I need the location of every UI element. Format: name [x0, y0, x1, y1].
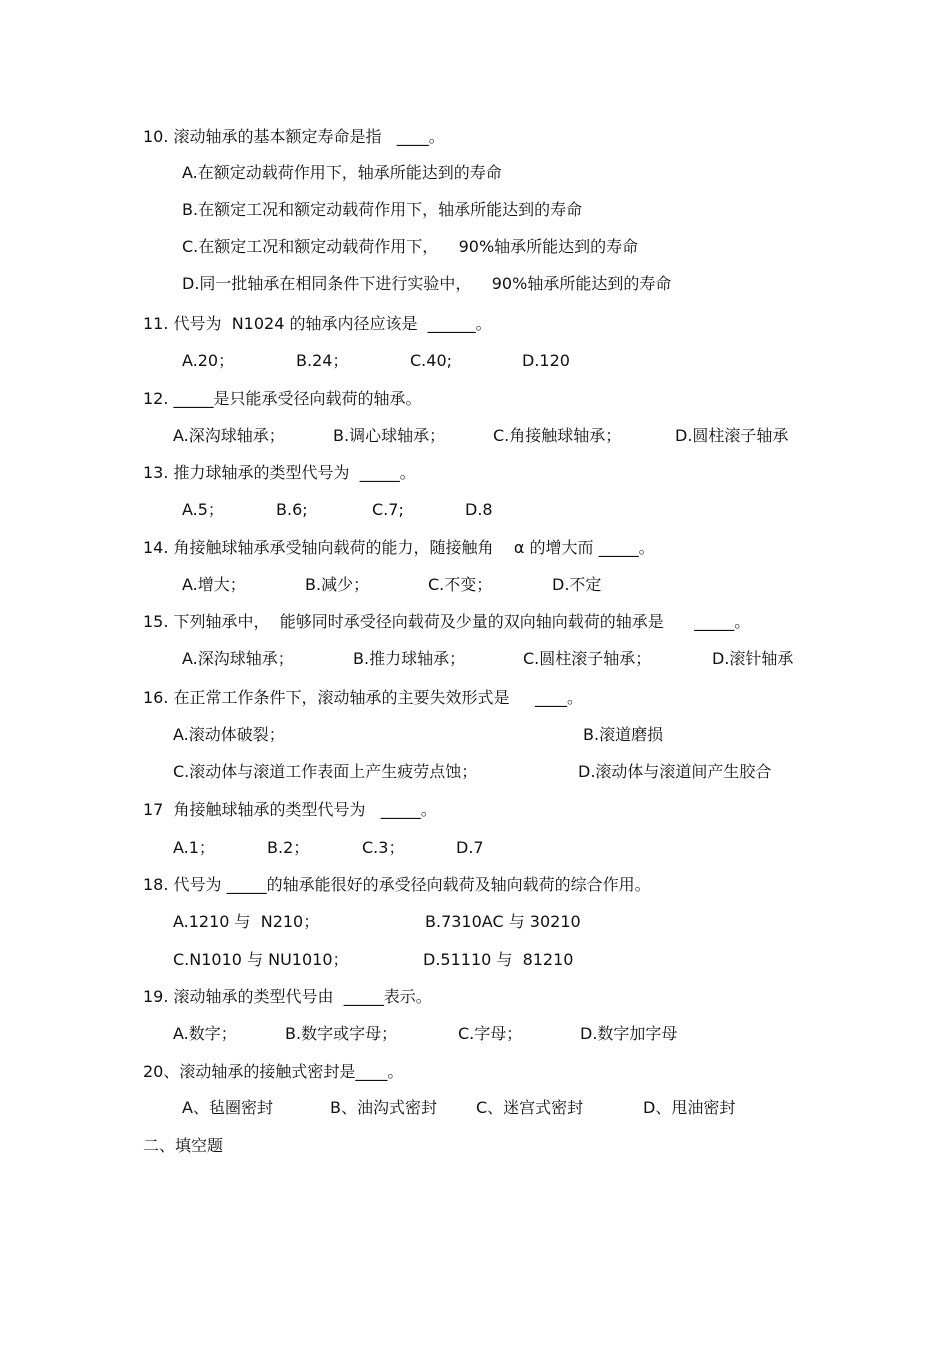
question-20-option-c: C、迷宫式密封 — [476, 1098, 584, 1117]
question-10-option-c: C.在额定工况和额定动载荷作用下， 90%轴承所能达到的寿命 — [182, 237, 639, 256]
question-20-option-a: A、毡圈密封 — [182, 1098, 273, 1117]
question-13-option-c: C.7; — [372, 500, 404, 519]
question-15-option-b: B.推力球轴承； — [353, 649, 466, 668]
question-17-option-d: D.7 — [456, 838, 484, 857]
question-11-option-c: C.40; — [410, 351, 453, 370]
question-20-option-b: B、油沟式密封 — [330, 1098, 437, 1117]
question-19-stem: 19. 滚动轴承的类型代号由 _____表示。 — [143, 987, 432, 1006]
question-17-option-a: A.1； — [173, 838, 215, 857]
question-19-option-a: A.数字； — [173, 1024, 237, 1043]
question-11-option-d: D.120 — [522, 351, 570, 370]
question-14-option-c: C.不变； — [428, 575, 493, 594]
question-18-option-a: A.1210 与 N210； — [173, 912, 320, 931]
question-17-stem: 17 角接触球轴承的类型代号为 _____。 — [143, 800, 437, 819]
question-16-option-c: C.滚动体与滚道工作表面上产生疲劳点蚀； — [173, 762, 478, 781]
question-13-option-b: B.6; — [276, 500, 308, 519]
question-16-stem: 16. 在正常工作条件下，滚动轴承的主要失效形式是 ____。 — [143, 688, 583, 707]
question-14-stem: 14. 角接触球轴承承受轴向载荷的能力，随接触角 α 的增大而 _____。 — [143, 538, 655, 557]
section-heading: 二、填空题 — [143, 1136, 224, 1155]
question-12-option-a: A.深沟球轴承； — [173, 426, 285, 445]
question-15-option-d: D.滚针轴承 — [712, 649, 794, 668]
question-14-option-a: A.增大； — [182, 575, 246, 594]
question-18-stem: 18. 代号为 _____的轴承能很好的承受径向载荷及轴向载荷的综合作用。 — [143, 875, 651, 894]
question-18-option-d: D.51110 与 81210 — [423, 950, 574, 969]
question-10-option-b: B.在额定工况和额定动载荷作用下，轴承所能达到的寿命 — [182, 200, 583, 219]
question-14-option-b: B.减少； — [305, 575, 370, 594]
question-15-option-a: A.深沟球轴承； — [182, 649, 294, 668]
question-15-stem: 15. 下列轴承中， 能够同时承受径向载荷及少量的双向轴向载荷的轴承是 _____。 — [143, 612, 751, 631]
question-18-option-b: B.7310AC 与 30210 — [425, 912, 581, 931]
question-14-option-d: D.不定 — [552, 575, 602, 594]
question-16-option-a: A.滚动体破裂； — [173, 725, 285, 744]
question-17-option-c: C.3； — [362, 838, 405, 857]
question-17-option-b: B.2； — [267, 838, 310, 857]
question-13-stem: 13. 推力球轴承的类型代号为 _____。 — [143, 463, 416, 482]
question-19-option-d: D.数字加字母 — [580, 1024, 678, 1043]
question-11-option-b: B.24； — [296, 351, 349, 370]
question-15-option-c: C.圆柱滚子轴承； — [523, 649, 652, 668]
question-10-stem: 10. 滚动轴承的基本额定寿命是指 ____。 — [143, 127, 445, 146]
question-19-option-b: B.数字或字母； — [285, 1024, 398, 1043]
question-11-option-a: A.20； — [182, 351, 235, 370]
question-10-option-a: A.在额定动载荷作用下，轴承所能达到的寿命 — [182, 163, 502, 182]
question-12-option-c: C.角接触球轴承； — [493, 426, 622, 445]
question-20-option-d: D、甩油密封 — [643, 1098, 736, 1117]
question-12-option-d: D.圆柱滚子轴承 — [675, 426, 789, 445]
question-11-stem: 11. 代号为 N1024 的轴承内径应该是 ______。 — [143, 314, 492, 333]
question-20-stem: 20、滚动轴承的接触式密封是____。 — [143, 1062, 404, 1081]
question-13-option-a: A.5； — [182, 500, 224, 519]
question-13-option-d: D.8 — [465, 500, 493, 519]
question-16-option-d: D.滚动体与滚道间产生胶合 — [578, 762, 772, 781]
question-16-option-b: B.滚道磨损 — [583, 725, 664, 744]
question-12-option-b: B.调心球轴承； — [333, 426, 446, 445]
question-19-option-c: C.字母； — [458, 1024, 523, 1043]
question-12-stem: 12. _____是只能承受径向载荷的轴承。 — [143, 389, 422, 408]
question-10-option-d: D.同一批轴承在相同条件下进行实验中， 90%轴承所能达到的寿命 — [182, 274, 672, 293]
question-18-option-c: C.N1010 与 NU1010； — [173, 950, 349, 969]
